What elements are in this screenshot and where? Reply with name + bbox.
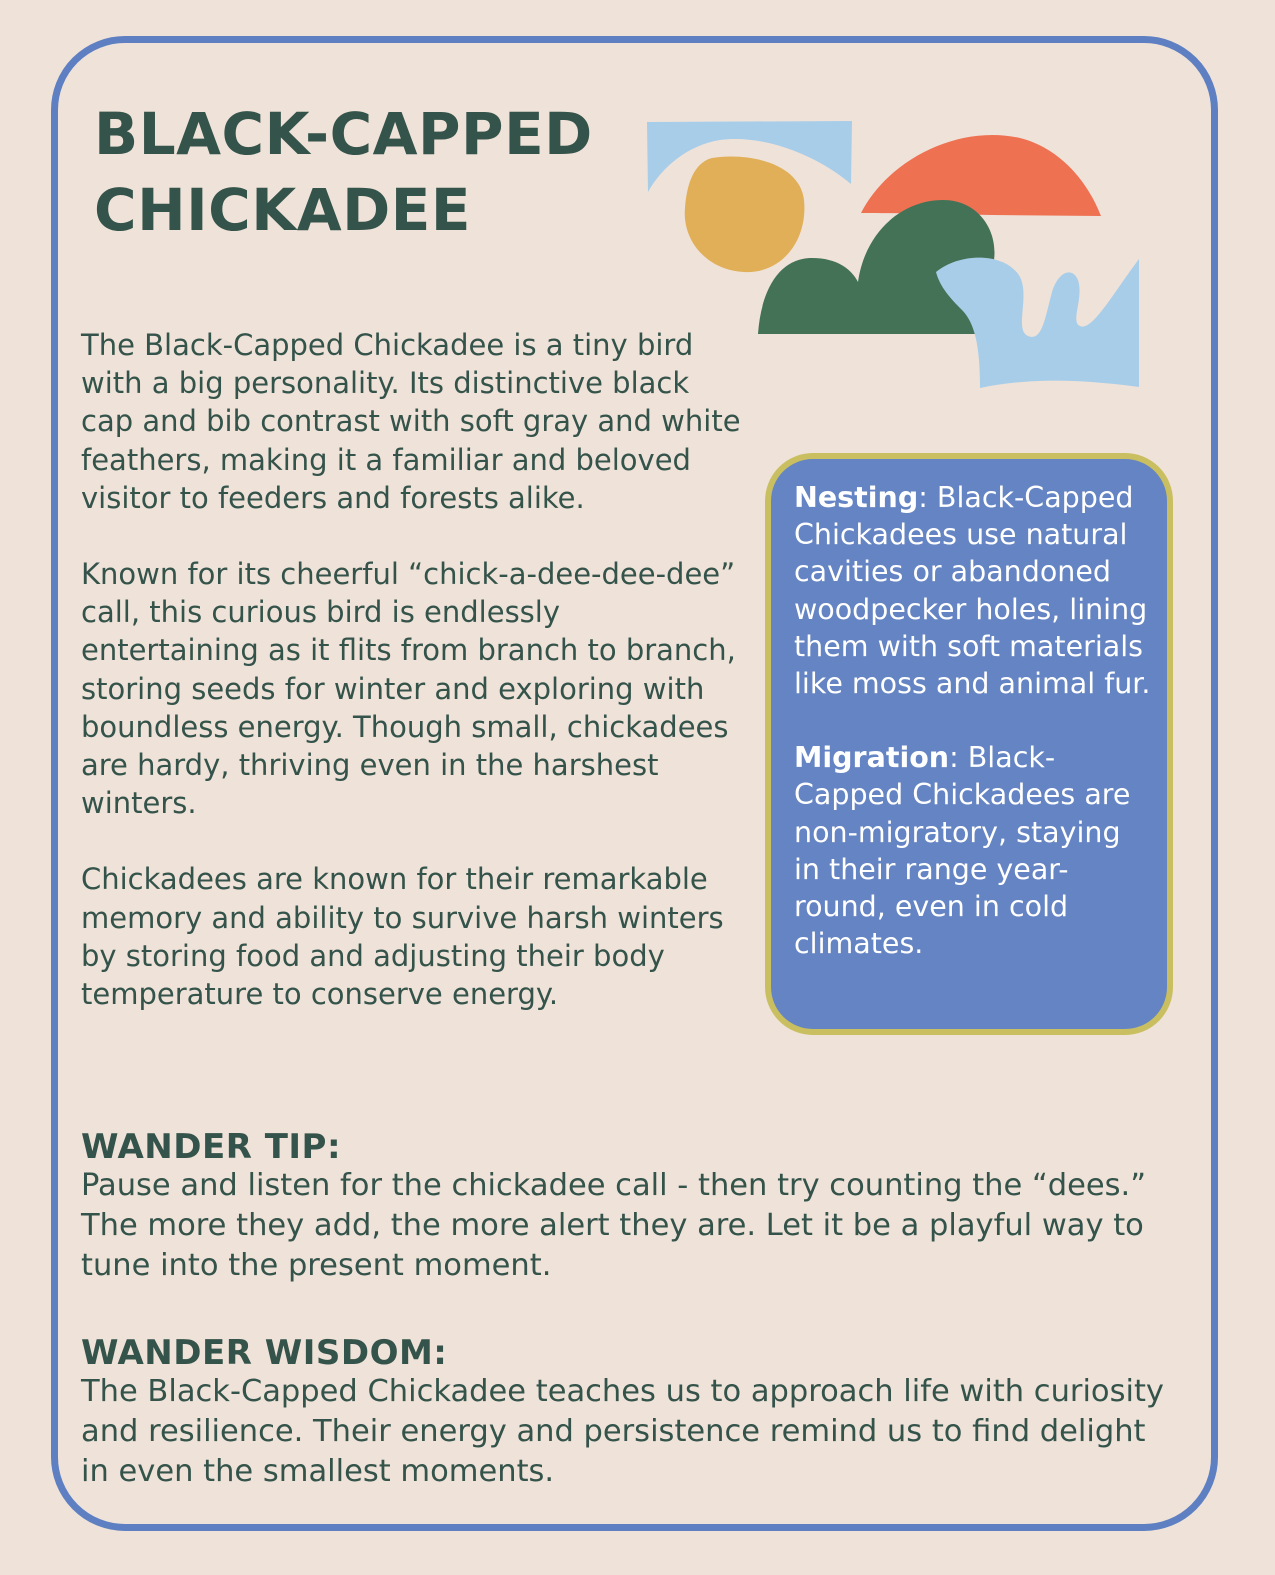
wander-tip-heading: WANDER TIP: <box>81 1127 342 1167</box>
intro-text <box>81 326 741 1051</box>
nesting-term: Nesting <box>794 481 919 514</box>
page-title <box>94 96 654 248</box>
nesting-text: : Black-Capped Chickadees use natural cavities or abandoned woodpecker holes, lining them with soft materials like moss and animal fur. <box>794 481 1151 701</box>
migration-fact <box>794 739 1151 962</box>
intro-paragraph-2: Known for its cheerful “chick-a-dee-dee-dee” call, this curious bird is endlessly entertaining as it flits from branch to branch, storing seeds for winter and exploring with boundless energy. Though small, chickadees are hardy, thriving even in the harshest winters. <box>81 557 736 821</box>
migration-term: Migration <box>794 741 950 775</box>
intro-paragraph-3: Chickadees are known for their remarkable memory and ability to survive harsh winters by storing food and adjusting their body temperature to conserve energy. <box>81 862 724 1012</box>
wander-wisdom-body: The Black-Capped Chickadee teaches us to approach life with curiosity and resilience. Their energy and persistence remind us to find delight in even the smallest moments. <box>81 1374 1164 1489</box>
title-line-2: CHICKADEE <box>94 176 471 244</box>
wander-tip-body: Pause and listen for the chickadee call - then try counting the “dees.” The more they add, the more alert they are. Let it be a playful way to tune into the present moment. <box>81 1168 1147 1283</box>
red-hill-shape <box>861 135 1101 216</box>
sun-shape <box>685 157 805 273</box>
nesting-fact <box>794 479 1151 702</box>
intro-paragraph-1: The Black-Capped Chickadee is a tiny bird with a big personality. Its distinctive black cap and bib contrast with soft gray and white feathers, making it a familiar and beloved visitor to feeders and forests alike. <box>81 328 741 515</box>
migration-text: : Black-Capped Chickadees are non-migratory, staying in their range year-round, even in cold climates. <box>794 741 1131 961</box>
title-line-1: BLACK-CAPPED <box>94 100 593 168</box>
wander-wisdom-heading: WANDER WISDOM: <box>81 1333 448 1373</box>
wander-wisdom-section <box>81 1334 1181 1492</box>
facts-box <box>765 453 1173 1035</box>
wander-tip-section <box>81 1128 1181 1286</box>
